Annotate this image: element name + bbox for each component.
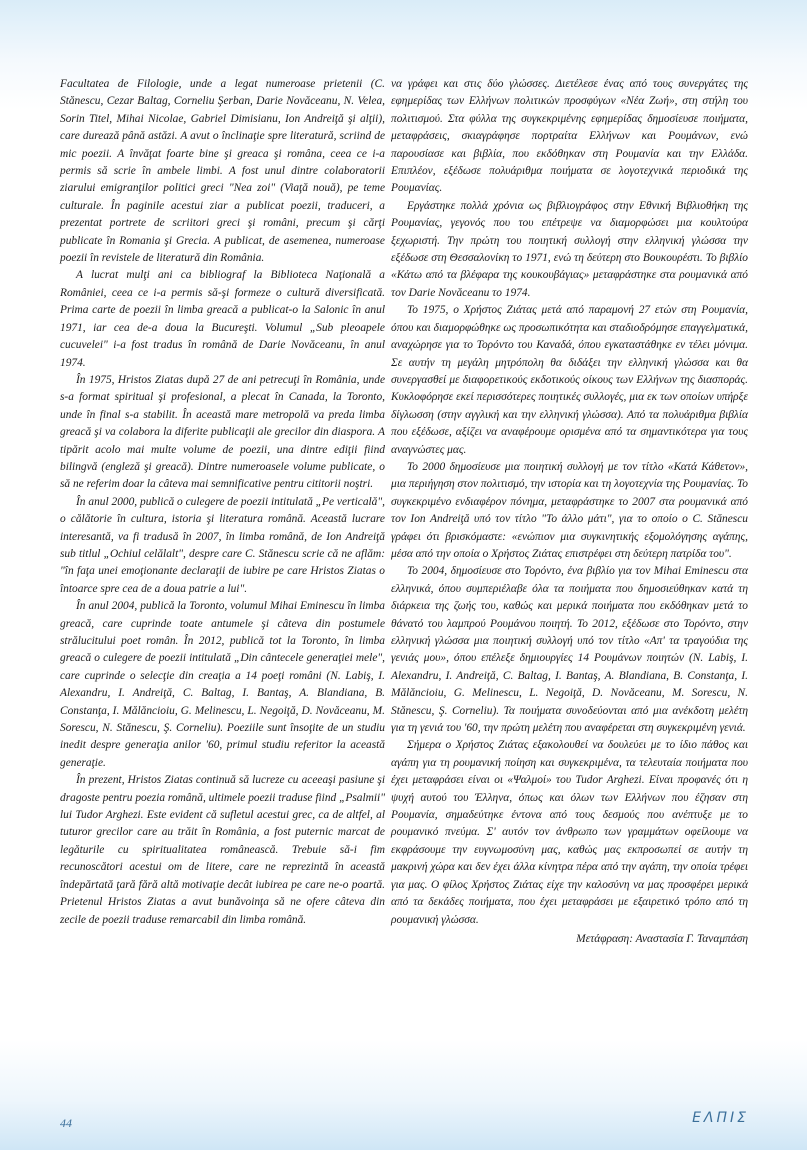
paragraph: Facultatea de Filologie, unde a legat numeroase prietenii (C. Stănescu, Cezar Baltag, Corneliu Şerban, Darie Novăceanu, N. Velea, Sorin Titel, Mihai Nicolae, Gabriel Dimisianu, Ion Andreiţă şi alţii), care durează până astăzi. A avut o înclinaţie spre literatură, scriind de mic poezii. A învăţat foarte bine şi greaca şi româna, ceea ce i-a permis să scrie în ambele limbi. A fost unul dintre colaboratorii ziarului emigranţilor politici greci "Nea zoi" (Viaţă nouă), pe teme culturale. În paginile acestui ziar a publicat poezii, traduceri, a prezentat portrete de scriitori greci şi români, precum şi cărţi publicate în Romania şi Grecia. A publicat, de asemenea, numeroase poezii în revistele de literatură din România. <box>60 78 385 265</box>
paragraph: Εργάστηκε πολλά χρόνια ως βιβλιογράφος στην Εθνική Βιβλιοθήκη της Ρουμανίας, γεγονός που του επέτρεψε να διαμορφώσει μια κουλτούρα ξεχωριστή. Την πρώτη του ποιητική συλλογή στην ελληνική γλώσσα την εξέδωσε στη Θεσσαλονίκη το 1971, ενώ τη δεύτερη στο Βουκουρέστι. Το βιβλίο «Κάτω από τα βλέφαρα της κουκουβάγιας» μεταφράστηκε στα ρουμανικά από τον Darie Novăceanu το 1974. <box>391 199 748 299</box>
paragraph: În prezent, Hristos Ziatas continuă să lucreze cu aceeaşi pasiune şi dragoste pentru poezia română, ultimele poezii traduse fiind „Psalmii" lui Tudor Arghezi. Este evident că sufletul acestui grec, ca de altfel, al tuturor grecilor care au trăit în România, a fost puternic marcat de legăturile cu spiritualitatea românească. Trebuie să-i fim recunoscători acestui om de litere, care ne reprezintă în această îndepărtată ţară fără altă motivaţie decât iubirea pe care ne-o poartă. Prietenul Hristos Ziatas a avut bunăvoinţa să ne ofere câteva din zecile de poezii traduse remarcabil din limba română. <box>60 774 385 926</box>
paragraph: În anul 2004, publică la Toronto, volumul Mihai Eminescu în limba greacă, care cuprinde toate antumele şi câteva din postumele strălucitului poet român. În 2012, publică tot la Toronto, în limba greacă o culegere de poezii intitulată „Din cântecele generaţiei mele", care cuprinde o selecţie din creaţia a 14 poeţi români (N. Labiş, I. Alexandru, I. Andreiţă, C. Baltag, I. Bantaş, A. Blandiana, B. Constanţa, I. Mălăncioiu, G. Melinescu, L. Negoiţă, D. Novăceanu, M. Sorescu, N. Stănescu, Ş. Corneliu). Poeziile sunt însoţite de un studiu inedit despre generaţia anilor '60, primul studiu referitor la această generaţie. <box>60 600 385 769</box>
greek-column <box>391 76 748 948</box>
page-number: 44 <box>60 1116 72 1130</box>
translator-credit: Μετάφραση: Αναστασία Γ. Ταναμπάση <box>576 932 748 945</box>
paragraph: Σήμερα ο Χρήστος Ζιάτας εξακολουθεί να δουλεύει με το ίδιο πάθος και αγάπη για τη ρουμανική ποίηση και συγκεκριμένα, τα τελευταία ποιήματα που έχει μεταφράσει είναι οι «Ψαλμοί» του Tudor Arghezi. Είναι προφανές ότι η ψυχή αυτού του Έλληνα, όπως και όλων των Ελλήνων που έζησαν στη Ρουμανία, σημαδεύτηκε έντονα από τους δεσμούς που ανέπτυξε με το ρουμανικό πνεύμα. Σ' αυτόν τον άνθρωπο των γραμμάτων οφείλουμε να εκφράσουμε την ευγνωμοσύνη μας, καθώς μας εκπροσωπεί σε αυτήν τη μακρινή χώρα και δεν έχει άλλα κίνητρα πέρα από την αγάπη, την οποία τρέφει για μας. Ο φίλος Χρήστος Ζιάτας είχε την καλοσύνη να μας προσφέρει μερικά από τα δεκάδες ποιήματα, που έχει μεταφράσει με εξαιρετικό τρόπο από τη ρουμανική γλώσσα. <box>391 739 748 926</box>
paragraph: Το 2000 δημοσίευσε μια ποιητική συλλογή με τον τίτλο «Κατά Κάθετον», μια περιήγηση στον πολιτισμό, την ιστορία και τη λογοτεχνία της Ρουμανίας. Το συγκεκριμένο ενδιαφέρον πόνημα, μεταφράστηκε το 2007 στα ρουμανικά από τον Ion Andreiţă υπό τον τίτλο "Το άλλο μάτι", για το οποίο ο C. Stănescu γράφει ότι βρισκόμαστε: «ενώπιον μια συγκινητικής εξομολόγησης αγάπης, μέσα από την οποία ο Χρήστος Ζιάτας επιστρέφει στη δεύτερη πατρίδα του". <box>391 460 748 560</box>
paragraph: În 1975, Hristos Ziatas după 27 de ani petrecuţi în România, unde s-a format spiritual şi profesional, a plecat în Canada, la Toronto, unde în final s-a stabilit. În această mare metropolă va preda limba greacă şi va colabora la diferite publicaţii ale grecilor din diaspora. A tipărit acolo mai multe volume de poezii, una dintre ediţii fiind bilingvă (engleză şi greacă). Dintre numeroasele volume publicate, o să ne referim doar la câteva mai semnificative pentru cititorii noştri. <box>60 373 385 491</box>
journal-name: ΕΛΠΙΣ <box>692 1110 749 1126</box>
paragraph: În anul 2000, publică o culegere de poezii intitulată „Pe verticală", o călătorie în cultura, istoria şi literatura română. Această lucrare interesantă, va fi tradusă în 2007, în limba română, de Ion Andreiţă sub titlul „Ochiul celălalt", despre care C. Stănescu scrie că ne aflăm: "în faţa unei emoţionante declaraţii de iubire pe care Hristos Ziatas o întoarce spre cea de a doua patrie a lui". <box>60 495 385 595</box>
paragraph: να γράφει και στις δύο γλώσσες. Διετέλεσε ένας από τους συνεργάτες της εφημερίδας των Ελλήνων πολιτικών προσφύγων «Νέα Ζωή», στη στήλη του πολιτισμού. Στα φύλλα της συγκεκριμένης εφημερίδας δημοσίευσε ποιήματα, μεταφράσεις, σκιαγράφησε πορτραίτα Ελλήνων και Ρουμάνων, ενώ παρουσίασε και βιβλία, που εκδόθηκαν στη Ρουμανία και την Ελλάδα. Επιπλέον, εξέδωσε πολυάριθμα ποιήματα σε λογοτεχνικά περιοδικά της Ρουμανίας. <box>391 78 748 195</box>
paragraph: A lucrat mulţi ani ca bibliograf la Biblioteca Naţională a României, ceea ce i-a permis să-şi formeze o cultură diversificată. Prima carte de poezii în limba greacă a publicat-o la Salonic în anul 1971, iar cea de-a doua la Bucureşti. Volumul „Sub pleoapele cucuvelei" i-a fost tradus în română de Darie Novăceanu, în anul 1974. <box>60 269 385 369</box>
romanian-column <box>60 76 385 929</box>
paragraph: Το 2004, δημοσίευσε στο Τορόντο, ένα βιβλίο για τον Mihai Eminescu στα ελληνικά, όπου συμπεριέλαβε όλα τα ποιήματα που δημοσιεύθηκαν κατά τη διάρκεια της ζωής του, καθώς και μερικά ποιήματα που εκδόθηκαν μετά το θάνατό του λαμπρού Ρουμάνου ποιητή. Το 2012, εξέδωσε στο Τορόντο, στην ελληνική γλώσσα μια ποιητική συλλογή υπό τον τίτλο «Απ' τα τραγούδια της γενιάς μου», όπου επέλεξε δημιουργίες 14 Ρουμάνων ποιητών (N. Labiş, I. Alexandru, I. Andreiţă, C. Baltag, I. Bantaş, A. Blandiana, B. Constanţa, I. Mălăncioiu, G. Melinescu, L. Negoiţă, D. Novăceanu, M. Sorescu, N. Stănescu, Ş. Corneliu). Τα ποιήματα συνοδεύονται από μια ανέκδοτη μελέτη για τη γενιά του '60, την πρώτη μελέτη που αναφέρεται στη συγκεκριμένη γενιά. <box>391 565 748 735</box>
paragraph: Το 1975, ο Χρήστος Ζιάτας μετά από παραμονή 27 ετών στη Ρουμανία, όπου και διαμορφώθηκε ως προσωπικότητα και σταδιοδρόμησε επαγγελματικά, αναχώρησε για το Τορόντο του Καναδά, όπου εγκαταστάθηκε εν τέλει μόνιμα. Σε αυτήν τη μεγάλη μητρόπολη θα διδάξει την ελληνική γλώσσα και θα συνεργασθεί με διαφορετικούς εκδοτικούς οίκους των Ελλήνων της διασποράς. Κυκλοφόρησε εκεί περισσότερες ποιητικές συλλογές, μια εκ των οποίων υπήρξε δίγλωσση (στην αγγλική και την ελληνική γλώσσα). Από τα πολυάριθμα βιβλία που εξέδωσε, αξίζει να αναφέρουμε ορισμένα από τα σημαντικότερα για τους αναγνώστες μας. <box>391 304 748 456</box>
